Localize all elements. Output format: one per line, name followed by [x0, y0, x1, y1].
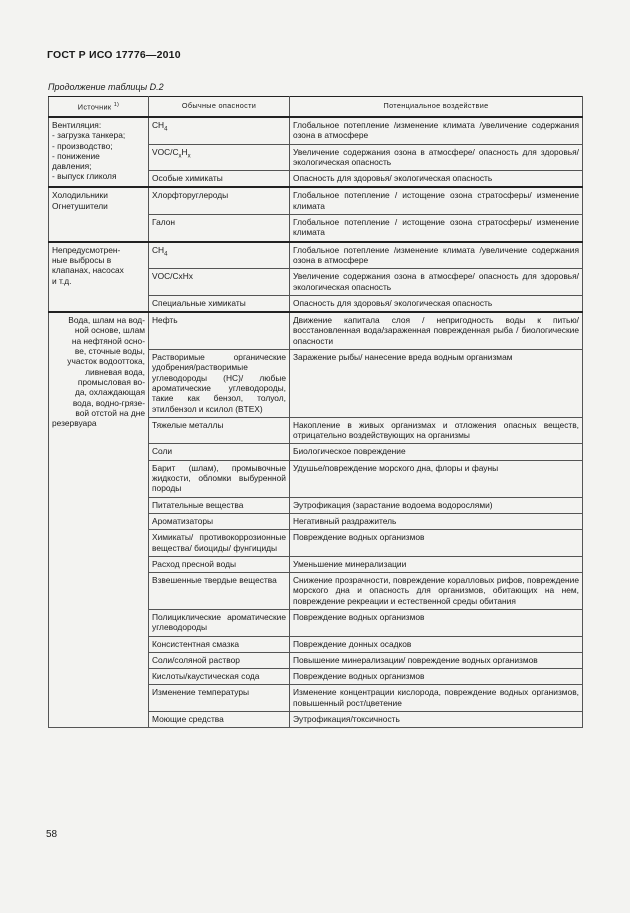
table-row — [49, 187, 583, 214]
table-row — [49, 242, 583, 269]
hazard-cell: Кислоты/каустическая сода — [149, 669, 290, 685]
hazard-cell: $CH_4$ — [149, 242, 290, 269]
source-cell: Вентиляция: - загрузка танкера; - производство; - понижение давления; - выпуск гликоля — [49, 117, 149, 187]
table-header-row — [49, 97, 583, 118]
source-footnote-ref: 1) — [113, 102, 120, 109]
hazard-cell: Расход пресной воды — [149, 556, 290, 572]
impact-cell: Увеличение содержания озона в атмосфере/ опасность для здоровья/ экологическая опасность — [290, 144, 583, 171]
impact-cell: Эутрофикация (зарастание водоема водорослями) — [290, 497, 583, 513]
hazard-cell: $CH_4$ — [149, 117, 290, 144]
impact-cell: Биологическое повреждение — [290, 444, 583, 460]
hazards-table — [48, 96, 583, 728]
hazard-cell: Растворимые органические удобрения/растворимые углеводороды (НС)/ любые ароматические углеводороды, такие как бензол, толуол, этилбензол и ксилол (BTEX) — [149, 350, 290, 418]
header-source: Источник $^{1)}$ — [49, 97, 149, 118]
impact-cell: Негативный раздражитель — [290, 513, 583, 529]
document-title: ГОСТ Р ИСО 17776—2010 — [47, 49, 181, 61]
impact-cell: Повреждение донных осадков — [290, 636, 583, 652]
impact-cell: Глобальное потепление / истощение озона стратосферы/ изменение климата — [290, 187, 583, 214]
impact-cell: Повреждение водных организмов — [290, 609, 583, 636]
header-hazards: Обычные опасности — [149, 97, 290, 118]
hazard-cell: VOC/$C_xH_x$ — [149, 144, 290, 171]
impact-cell: Повышение минерализации/ повреждение водных организмов — [290, 652, 583, 668]
impact-cell: Глобальное потепление /изменение климата /увеличение содержания озона в атмосфере — [290, 242, 583, 269]
impact-cell: Глобальное потепление /изменение климата /увеличение содержания озона в атмосфере — [290, 117, 583, 144]
impact-cell: Увеличение содержания озона в атмосфере/ опасность для здоровья/ экологическая опасность — [290, 269, 583, 296]
hazard-cell: Моющие средства — [149, 712, 290, 728]
hazard-cell: Изменение температуры — [149, 685, 290, 712]
impact-cell: Удушье/повреждение морского дна, флоры и фауны — [290, 460, 583, 497]
hazard-cell: Взвешенные твердые вещества — [149, 573, 290, 610]
source-cell: Холодильники Огнетушители — [49, 187, 149, 241]
hazard-cell: VOC/CxHx — [149, 269, 290, 296]
impact-cell: Снижение прозрачности, повреждение коралловых рифов, повреждение морского дна и опасность для организмов, обитающих на нем, повреждение рекреации и естественной среды обитания — [290, 573, 583, 610]
impact-cell: Движение капитала слоя / непригодность воды к питью/ восстановленная вода/зараженная поврежденная рыба / биологические опасности — [290, 312, 583, 349]
impact-cell: Заражение рыбы/ нанесение вреда водным организмам — [290, 350, 583, 418]
hazard-cell: Хлорфторуглероды — [149, 187, 290, 214]
impact-cell: Повреждение водных организмов — [290, 669, 583, 685]
hazard-cell: Химикаты/ противокоррозионные вещества/ биоциды/ фунгициды — [149, 530, 290, 557]
hazard-cell: Соли — [149, 444, 290, 460]
hazard-cell: Ароматизаторы — [149, 513, 290, 529]
hazard-cell: Тяжелые металлы — [149, 417, 290, 444]
hazard-cell: Полициклические ароматические углеводороды — [149, 609, 290, 636]
impact-cell: Повреждение водных организмов — [290, 530, 583, 557]
hazard-cell: Питательные вещества — [149, 497, 290, 513]
hazard-cell: Соли/соляной раствор — [149, 652, 290, 668]
hazard-cell: Особые химикаты — [149, 171, 290, 188]
table-row — [49, 312, 583, 349]
hazard-cell: Консистентная смазка — [149, 636, 290, 652]
source-cell: Непредусмотрен- ные выбросы в клапанах, насосах и т.д. — [49, 242, 149, 312]
impact-cell: Опасность для здоровья/ экологическая опасность — [290, 171, 583, 188]
hazard-cell: Галон — [149, 215, 290, 242]
hazard-cell: Барит (шлам), промывочные жидкости, обломки выбуренной породы — [149, 460, 290, 497]
impact-cell: Накопление в живых организмах и отложения опасных веществ, отрицательно воздействующих на организмы — [290, 417, 583, 444]
hazard-cell: Специальные химикаты — [149, 295, 290, 312]
impact-cell: Эутрофикация/токсичность — [290, 712, 583, 728]
header-impact: Потенциальное воздействие — [290, 97, 583, 118]
table-caption: Продолжение таблицы D.2 — [48, 82, 164, 92]
impact-cell: Уменьшение минерализации — [290, 556, 583, 572]
hazard-cell: Нефть — [149, 312, 290, 349]
impact-cell: Изменение концентрации кислорода, повреждение водных организмов, повышенный рост/цветение — [290, 685, 583, 712]
page-number: 58 — [46, 829, 58, 840]
impact-cell: Опасность для здоровья/ экологическая опасность — [290, 295, 583, 312]
source-cell: Вода, шлам на вод- ной основе, шлам на нефтяной осно- ве, сточные воды, участок водооттока, ливневая вода, промысловая во- да, охлаждающая вода, водно-грязе- вой отстой на дне резервуара — [49, 312, 149, 728]
impact-cell: Глобальное потепление / истощение озона стратосферы/ изменение климата — [290, 215, 583, 242]
table-row — [49, 117, 583, 144]
